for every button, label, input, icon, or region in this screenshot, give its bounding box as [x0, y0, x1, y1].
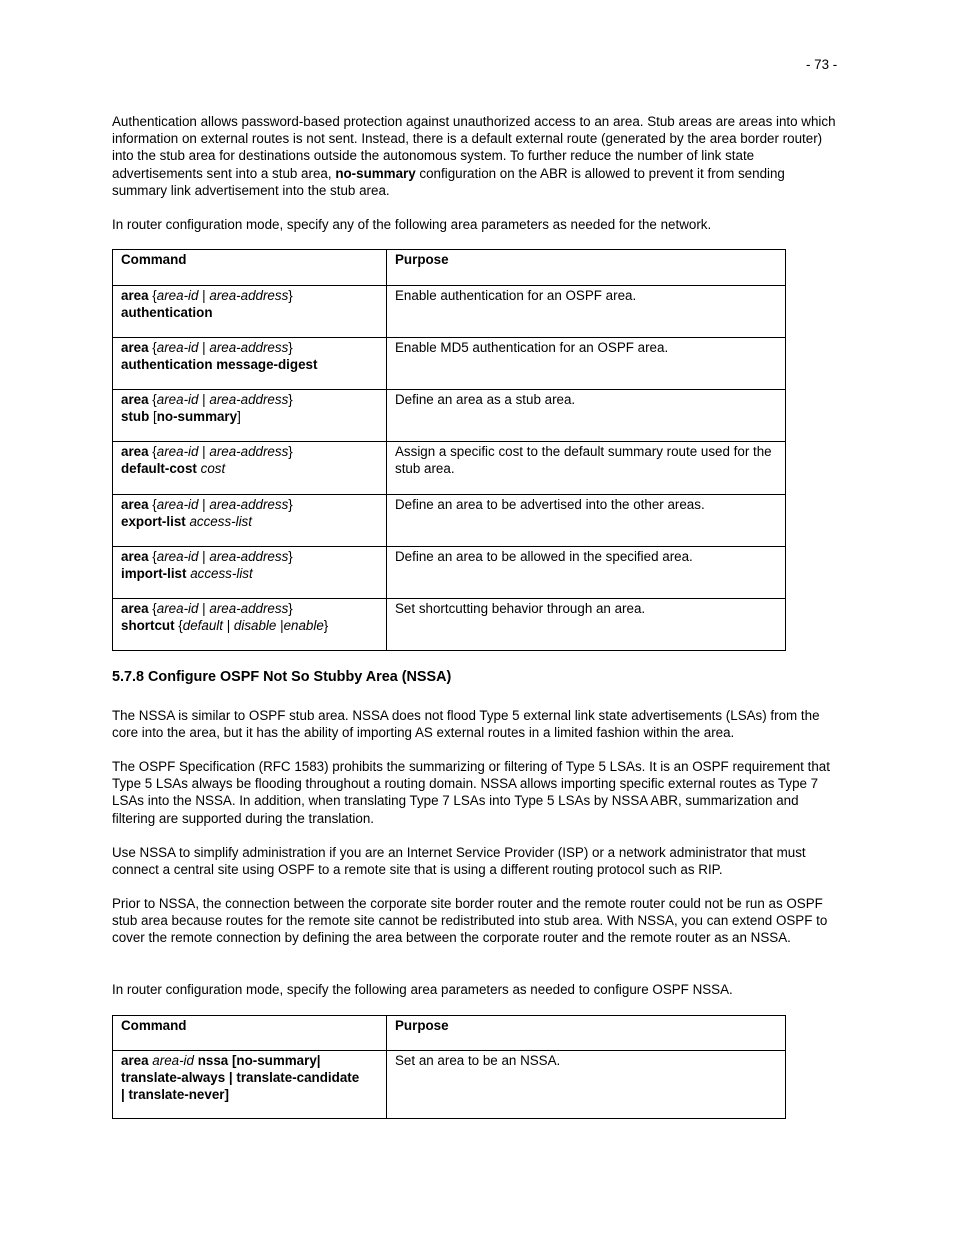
purpose-cell: Define an area to be allowed in the specified area.: [387, 547, 786, 599]
intro-text-before: Authentication allows password-based protection against unauthorized access to an area. Stub areas are areas into which information on external routes is not sent. Instead, there is a default external route (generated by the area border router) into the stub area for destinations outside the autonomous system. To further reduce the number of link state advertisements sent into a stub area,: [112, 114, 836, 181]
intro-text-bold: no-summary: [335, 165, 416, 181]
command-syntax: [: [149, 409, 157, 425]
intro-paragraph-1: [112, 113, 842, 199]
command-cell: [113, 390, 387, 442]
command-syntax: }: [288, 497, 293, 512]
nssa-paragraph-5: In router configuration mode, specify the following area parameters as needed to configure OSPF NSSA.: [112, 982, 733, 997]
command-keyword: no-summary: [156, 409, 238, 425]
command-syntax: {: [148, 601, 157, 616]
command-syntax: }: [288, 444, 293, 459]
section-heading: 5.7.8 Configure OSPF Not So Stubby Area (NSSA): [112, 669, 452, 685]
nssa-paragraph-3: Use NSSA to simplify administration if you are an Internet Service Provider (ISP) or a network administrator that must connect a central site using OSPF to a remote site that is using a different routing protocol such as RIP.: [112, 845, 806, 878]
header-purpose: Purpose: [387, 250, 786, 286]
command-syntax: |: [198, 392, 210, 407]
command-syntax: }: [288, 549, 293, 564]
command-cell: [113, 495, 387, 547]
header-command: Command: [113, 250, 387, 286]
table-row: [113, 338, 786, 390]
command-cell: [113, 286, 387, 338]
command-keyword: area: [121, 549, 149, 564]
command-argument: area-address: [209, 497, 289, 512]
command-syntax: |: [198, 497, 210, 512]
table-row: [113, 286, 786, 338]
purpose-cell: Enable MD5 authentication for an OSPF area.: [387, 338, 786, 390]
command-cell: [113, 1051, 387, 1119]
command-keyword: authentication: [121, 305, 213, 321]
command-keyword: | translate-never]: [121, 1087, 229, 1103]
command-syntax: {: [148, 497, 157, 512]
command-argument: area-address: [209, 392, 289, 407]
purpose-cell: Enable authentication for an OSPF area.: [387, 286, 786, 338]
purpose-cell: Set an area to be an NSSA.: [387, 1051, 786, 1119]
command-keyword: area: [121, 1053, 149, 1068]
purpose-cell: Define an area to be advertised into the other areas.: [387, 495, 786, 547]
command-keyword: default-cost: [121, 461, 197, 477]
command-cell: [113, 599, 387, 651]
nssa-paragraph-1: The NSSA is similar to OSPF stub area. NSSA does not flood Type 5 external link state advertisements (LSAs) from the core into the area, but it has the ability of importing AS external routes in a limited fashion within the area.: [112, 708, 820, 741]
command-argument: enable: [283, 618, 324, 634]
header-purpose: Purpose: [387, 1016, 786, 1051]
command-syntax: |: [223, 618, 234, 634]
command-argument: access-list: [190, 566, 253, 582]
command-syntax: {: [148, 392, 157, 407]
command-syntax: {: [174, 618, 183, 634]
command-argument: area-id: [156, 444, 199, 459]
command-cell: [113, 442, 387, 495]
purpose-cell: Assign a specific cost to the default summary route used for the stub area.: [387, 442, 786, 495]
table-header-row: [113, 250, 786, 286]
command-argument: access-list: [189, 514, 252, 530]
command-syntax: {: [148, 444, 157, 459]
command-argument: area-address: [209, 549, 289, 564]
command-keyword: translate-always | translate-candidate: [121, 1070, 360, 1086]
command-argument: area-address: [209, 340, 289, 355]
command-argument: area-id: [156, 392, 199, 407]
table-row: [113, 1051, 786, 1119]
table-row: [113, 495, 786, 547]
command-argument: cost: [200, 461, 226, 477]
command-keyword: shortcut: [121, 618, 175, 634]
table-header-row: [113, 1016, 786, 1051]
purpose-cell: Set shortcutting behavior through an area.: [387, 599, 786, 651]
command-syntax: |: [198, 288, 210, 303]
command-argument: area-address: [209, 288, 289, 303]
nssa-parameters-table: [112, 1015, 786, 1119]
command-keyword: area: [121, 444, 149, 459]
command-keyword: stub: [121, 409, 150, 425]
command-syntax: |: [276, 618, 284, 634]
command-argument: area-address: [209, 444, 289, 459]
command-keyword: area: [121, 288, 149, 303]
command-argument: area-id: [156, 288, 199, 303]
page-number: - 73 -: [806, 57, 838, 72]
command-keyword: area: [121, 497, 149, 512]
command-keyword: import-list: [121, 566, 187, 582]
intro-paragraph-2: In router configuration mode, specify any of the following area parameters as needed for the network.: [112, 217, 712, 232]
command-argument: area-id: [156, 549, 199, 564]
command-keyword: export-list: [121, 514, 186, 530]
command-keyword: authentication message-digest: [121, 357, 318, 373]
command-syntax: }: [288, 392, 293, 407]
table-row: [113, 599, 786, 651]
command-syntax: {: [148, 549, 157, 564]
command-keyword: area: [121, 601, 149, 616]
table-row: [113, 442, 786, 495]
command-argument: default: [182, 618, 223, 634]
command-syntax: {: [148, 288, 157, 303]
command-argument: area-id: [152, 1053, 194, 1068]
intro-text-after: configuration on the ABR is allowed to prevent it from sending summary link advertisement into the stub area.: [112, 165, 785, 198]
command-argument: disable: [233, 618, 277, 634]
nssa-paragraph-2: The OSPF Specification (RFC 1583) prohibits the summarizing or filtering of Type 5 LSAs. It is an OSPF requirement that Type 5 LSAs always be flooding throughout a routing domain. NSSA allows importing specific external routes as Type 7 LSAs into the NSSA. In addition, when translating Type 7 LSAs into Type 5 LSAs by NSSA ABR, summarization and filtering are supported during the translation.: [112, 759, 830, 826]
command-syntax: }: [288, 288, 293, 303]
command-cell: [113, 547, 387, 599]
area-parameters-table: [112, 249, 786, 651]
command-cell: [113, 338, 387, 390]
command-argument: area-id: [156, 601, 199, 616]
header-command: Command: [113, 1016, 387, 1051]
command-keyword: area: [121, 340, 149, 355]
table-row: [113, 547, 786, 599]
command-syntax: |: [198, 549, 210, 564]
command-keyword: nssa [no-summary|: [193, 1053, 321, 1068]
command-syntax: }: [323, 618, 329, 634]
command-syntax: ]: [237, 409, 241, 425]
command-syntax: |: [198, 340, 210, 355]
command-syntax: }: [288, 340, 293, 355]
command-syntax: |: [198, 444, 210, 459]
command-keyword: area: [121, 392, 149, 407]
command-argument: area-address: [209, 601, 289, 616]
purpose-cell: Define an area as a stub area.: [387, 390, 786, 442]
command-argument: area-id: [156, 497, 199, 512]
command-argument: area-id: [156, 340, 199, 355]
command-syntax: {: [148, 340, 157, 355]
command-syntax: }: [288, 601, 293, 616]
nssa-paragraph-4: Prior to NSSA, the connection between the corporate site border router and the remote router could not be run as OSPF stub area because routes for the remote site cannot be redistributed into stub area. With NSSA, you can extend OSPF to cover the remote connection by defining the area between the corporate router and the remote router as an NSSA.: [112, 896, 828, 946]
table-row: [113, 390, 786, 442]
command-syntax: |: [198, 601, 210, 616]
